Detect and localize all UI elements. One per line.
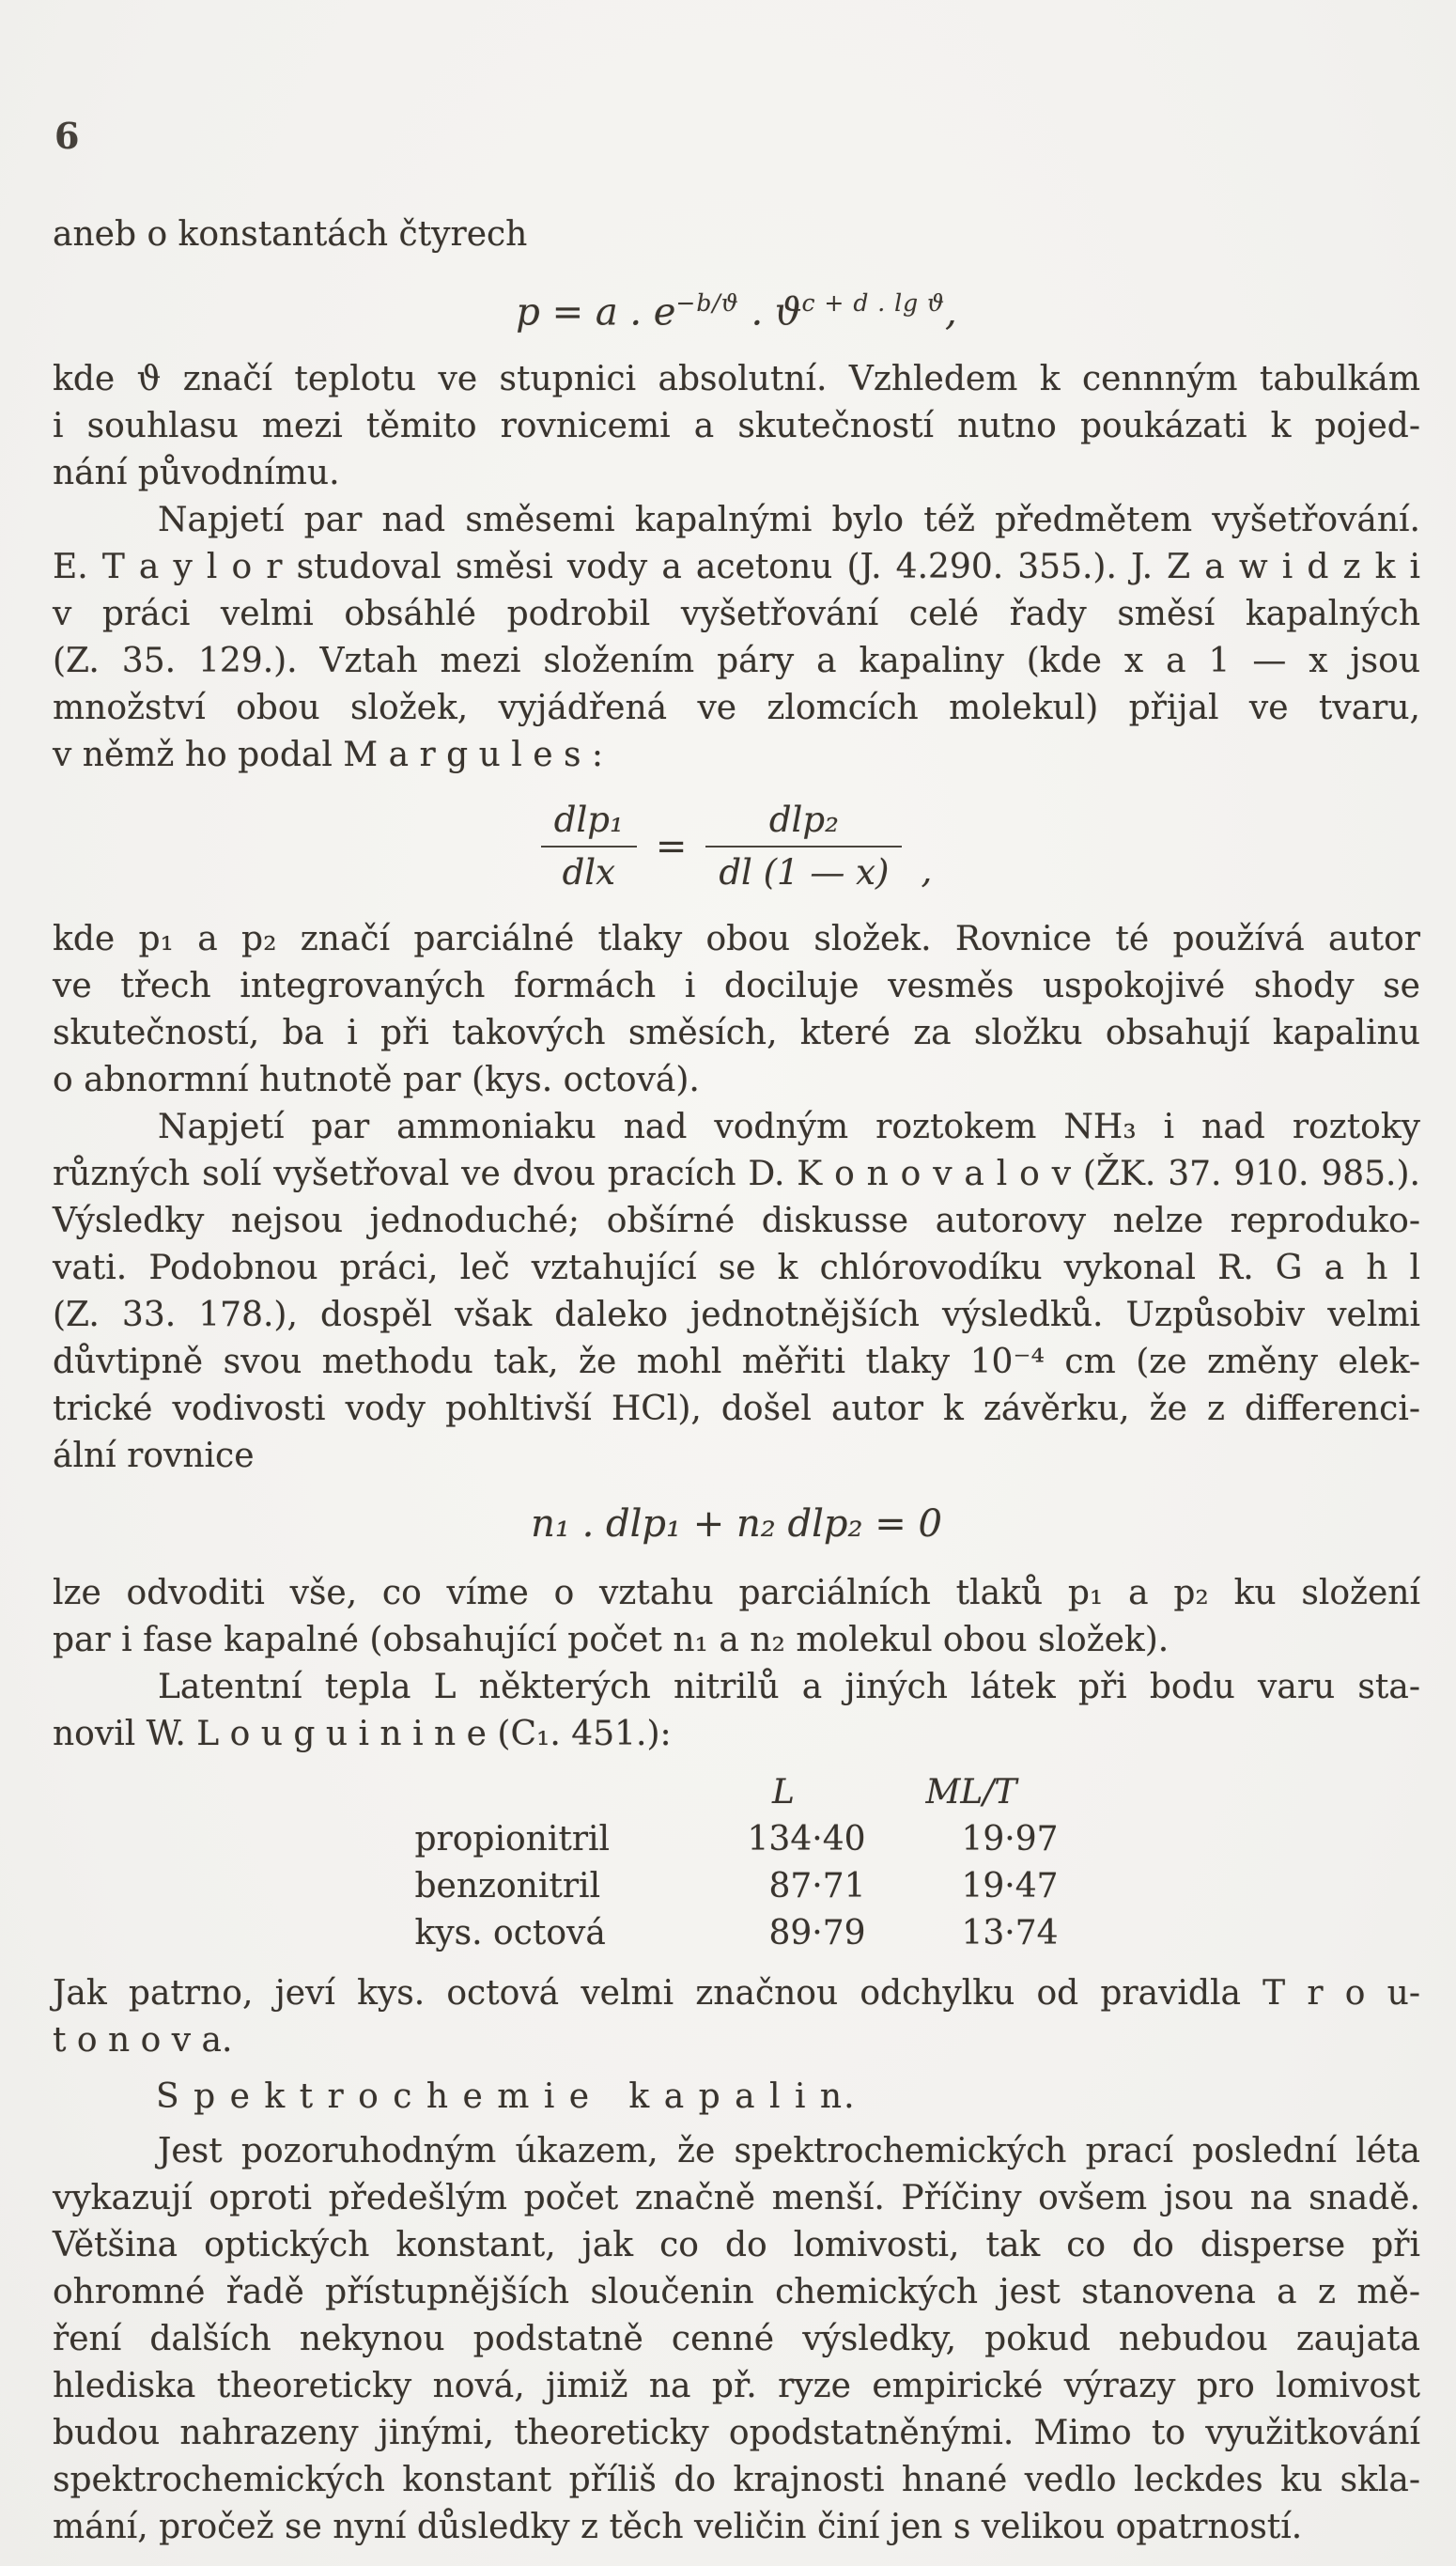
substance-name-cell: propionitril — [414, 1820, 611, 1858]
text-line: Latentní tepla L některých nitrilů a jiných látek při bodu varu sta- — [158, 1668, 1420, 1706]
table-row — [406, 1863, 1068, 1910]
formula-base: . ϑ — [738, 290, 802, 334]
numerator: dlp₁ — [553, 800, 624, 840]
text-line: (Z. 35. 129.). Vztah mezi složením páry a kapaliny (kde x a 1 — x jsou — [53, 642, 1420, 680]
margules-equation — [53, 798, 1420, 894]
section-heading-spektrochemie: S p e k t r o c h e m i e k a p a l i n. — [156, 2077, 857, 2116]
text-line: vykazují oproti předešlým počet značně menší. Příčiny ovšem jsou na snadě. — [53, 2179, 1420, 2217]
text-line: Napjetí par nad směsemi kapalnými bylo též předmětem vyšetřování. — [158, 501, 1420, 539]
paragraph-kde-theta — [53, 356, 1420, 497]
formula-exponent: c + d . lg ϑ — [801, 289, 945, 317]
text-line: různých solí vyšetřoval ve dvou pracích D. K o n o v a l o v (ŽK. 37. 910. 985.). — [53, 1155, 1420, 1193]
denominator: dl (1 — x) — [705, 846, 902, 894]
text-line: budou nahrazeny jinými, theoreticky opodstatněnými. Mimo to využitkování — [53, 2414, 1420, 2452]
text-line: kde ϑ značí teplotu ve stupnici absolutní. Vzhledem k cennným tabulkám — [53, 360, 1420, 398]
text-line: o abnormní hutnotě par (kys. octová). — [53, 1061, 700, 1099]
differential-equation: n₁ . dlp₁ + n₂ dlp₂ = 0 — [531, 1502, 942, 1546]
mlt-value-cell: 13·74 — [961, 1914, 1059, 1952]
text-line: Jest pozoruhodným úkazem, že spektrochemických prací poslední léta — [158, 2132, 1420, 2170]
text-line: hlediska theoreticky nová, jimiž na př. ryze empirické výrazy pro lomivost — [53, 2367, 1420, 2405]
text-line: i souhlasu mezi těmito rovnicemi a skutečností nutno poukázati k pojed- — [53, 407, 1420, 445]
column-header: ML/T — [925, 1773, 1017, 1812]
text-line: par i fase kapalné (obsahující počet n₁ a n₂ molekul obou složek). — [53, 1621, 1169, 1659]
table-row — [406, 1910, 1068, 1957]
text-line: důvtipně svou methodu tak, že mohl měřiti tlaky 10⁻⁴ cm (ze změny elek- — [53, 1343, 1420, 1381]
text-line: Napjetí par ammoniaku nad vodným roztokem NH₃ i nad roztoky — [158, 1108, 1420, 1146]
text-line: v práci velmi obsáhlé podrobil vyšetřování celé řady směsí kapalných — [53, 595, 1420, 633]
text-line: spektrochemických konstant příliš do krajnosti hnané vedlo leckdes ku skla- — [53, 2461, 1420, 2499]
text-line: Jak patrno, jeví kys. octová velmi značnou odchylku od pravidla T r o u- — [53, 1974, 1420, 2013]
paragraph-kde-p1-p2 — [53, 916, 1420, 1104]
paragraph-latentni-tepla — [53, 1664, 1420, 1758]
text-line: ření dalších nekynou podstatně cenné výsledky, pokud nebudou zaujata — [53, 2320, 1420, 2358]
text-line: (Z. 33. 178.), dospěl však daleko jednotnějších výsledků. Uzpůsobiv velmi — [53, 1296, 1420, 1334]
text-line: ve třech integrovaných formách i dociluje vesměs uspokojivé shody se — [53, 967, 1420, 1005]
formula-tail: , — [921, 850, 933, 891]
text-line: množství obou složek, vyjádřená ve zlomcích molekul) přijal ve tvaru, — [53, 689, 1420, 727]
numerator: dlp₂ — [768, 800, 839, 840]
empty-header-cell — [406, 1769, 692, 1816]
latent-heat-value-cell: 87·71 — [768, 1867, 866, 1905]
paragraph-lze-odvoditi — [53, 1570, 1420, 1664]
text-line: novil W. L o u g u i n i n e (C₁. 451.): — [53, 1715, 672, 1753]
text-line: vati. Podobnou práci, leč vztahující se k chlórovodíku vykonal R. G a h l — [53, 1249, 1420, 1287]
text-line: ohromné řadě přístupnějších sloučenin chemických jest stanovena a z mě- — [53, 2273, 1420, 2311]
vapor-pressure-formula — [53, 277, 1420, 334]
text-line: trické vodivosti vody pohltivší HCl), došel autor k závěrku, že z differenci- — [53, 1390, 1420, 1428]
table-header-row — [406, 1769, 1068, 1816]
formula-base: p = a . e — [516, 290, 676, 334]
text-line: E. T a y l o r studoval směsi vody a acetonu (J. 4.290. 355.). J. Z a w i d z k i — [53, 548, 1420, 586]
latent-heat-value-cell: 134·40 — [747, 1820, 866, 1858]
mlt-value-cell: 19·97 — [961, 1820, 1059, 1858]
opening-line: aneb o konstantách čtyrech — [53, 215, 528, 254]
denominator: dlx — [541, 846, 637, 894]
text-line: mání, pročež se nyní důsledky z těch veličin činí jen s velikou opatrností. — [53, 2508, 1303, 2546]
text-line: lze odvoditi vše, co víme o vztahu parciálních tlaků p₁ a p₂ ku složení — [53, 1574, 1420, 1612]
page-number: 6 — [54, 115, 80, 157]
text-line: nání původnímu. — [53, 454, 340, 492]
text-line: kde p₁ a p₂ značí parciálné tlaky obou složek. Rovnice té používá autor — [53, 920, 1420, 958]
paragraph-napjeti-ammoniak — [53, 1104, 1420, 1480]
table-row — [406, 1816, 1068, 1863]
latent-heat-value-cell: 89·79 — [768, 1914, 866, 1952]
text-line: v němž ho podal M a r g u l e s : — [53, 736, 604, 774]
fraction-right — [705, 800, 902, 894]
substance-name-cell: benzonitril — [414, 1867, 601, 1905]
column-header: L — [772, 1773, 795, 1812]
latent-heat-table — [406, 1769, 1068, 1957]
paragraph-napjeti-smesi — [53, 497, 1420, 779]
substance-name-cell: kys. octová — [414, 1914, 606, 1952]
page-content — [53, 0, 1420, 2551]
fraction-left — [541, 800, 637, 894]
text-line: Výsledky nejsou jednoduché; obšírné diskusse autorovy nelze reproduko- — [53, 1202, 1420, 1240]
margules-equation-row — [541, 800, 932, 894]
paragraph-spektrochemie — [53, 2128, 1420, 2551]
text-line: skutečností, ba i při takových směsích, které za složku obsahují kapalinu — [53, 1014, 1420, 1052]
formula-tail: , — [945, 290, 957, 334]
paragraph-jak-patrno — [53, 1970, 1420, 2064]
text-line: ální rovnice — [53, 1437, 255, 1475]
text-line: t o n o v a. — [53, 2021, 233, 2060]
text-line: Většina optických konstant, jak co do lomivosti, tak co do disperse při — [53, 2226, 1420, 2264]
mlt-value-cell: 19·47 — [961, 1867, 1059, 1905]
equals-sign: = — [655, 825, 688, 868]
formula-exponent: −b/ϑ — [675, 289, 739, 317]
